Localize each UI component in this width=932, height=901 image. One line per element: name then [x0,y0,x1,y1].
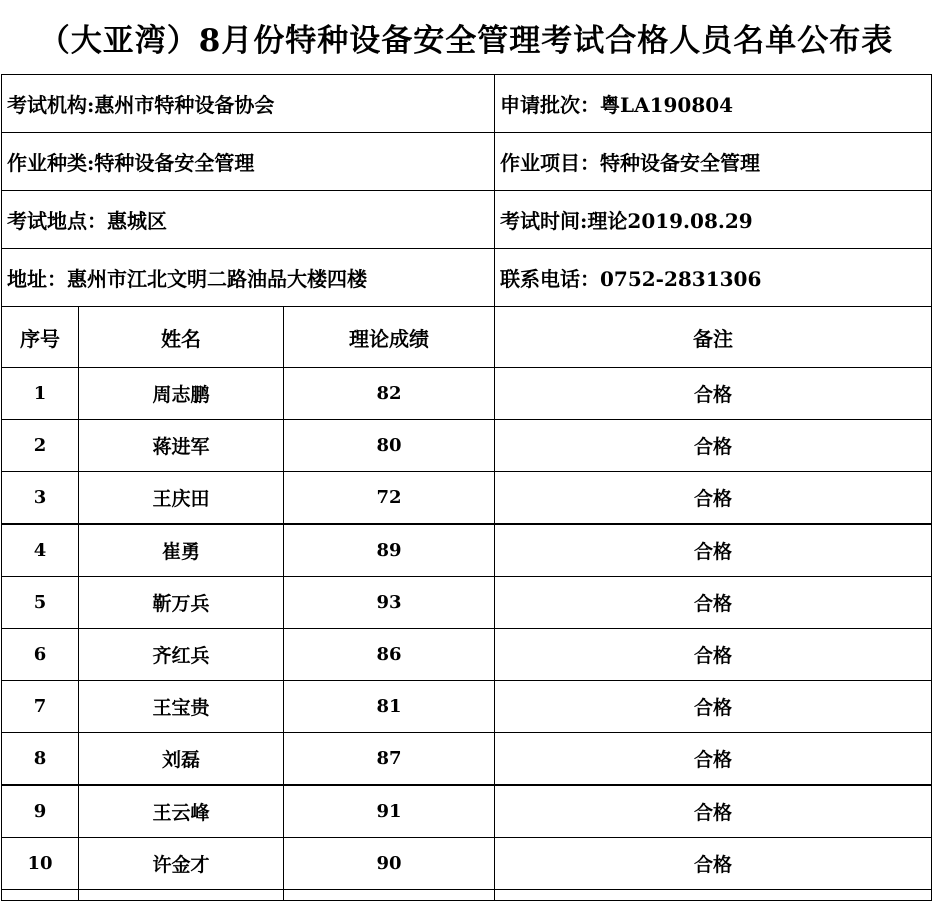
row-score: 93 [284,577,495,629]
table-row [2,472,932,525]
row-seq: 10 [2,838,79,890]
row-name: 许金才 [79,838,284,890]
row-score: 80 [284,420,495,472]
table-row-partial [2,890,932,901]
work-item-cell: 作业项目：特种设备安全管理 [495,133,932,191]
row-seq: 3 [2,472,79,525]
phone-cell: 联系电话：0752-2831306 [495,249,932,307]
row-seq: 4 [2,524,79,577]
row-seq: 2 [2,420,79,472]
personnel-table [1,74,932,901]
row-note: 合格 [495,785,932,838]
table-row [2,524,932,577]
table-row [2,681,932,733]
row-note [495,890,932,901]
page-title: （大亚湾）8月份特种设备安全管理考试合格人员名单公布表 [38,22,894,59]
row-seq: 5 [2,577,79,629]
info-row-address [2,249,932,307]
row-seq [2,890,79,901]
row-name: 王宝贵 [79,681,284,733]
info-row-type [2,133,932,191]
row-name: 蒋进军 [79,420,284,472]
header-note: 备注 [495,307,932,368]
work-type-cell: 作业种类:特种设备安全管理 [2,133,495,191]
info-row-org [2,75,932,133]
table-row [2,629,932,681]
row-seq: 1 [2,368,79,420]
row-score [284,890,495,901]
row-note: 合格 [495,681,932,733]
row-name: 靳万兵 [79,577,284,629]
exam-place-cell: 考试地点：惠城区 [2,191,495,249]
table-row [2,368,932,420]
row-score: 89 [284,524,495,577]
header-name: 姓名 [79,307,284,368]
row-seq: 8 [2,733,79,786]
row-note: 合格 [495,838,932,890]
row-note: 合格 [495,368,932,420]
row-note: 合格 [495,629,932,681]
row-score: 82 [284,368,495,420]
exam-time-cell: 考试时间:理论2019.08.29 [495,191,932,249]
table-row [2,420,932,472]
row-name: 王云峰 [79,785,284,838]
row-name: 齐红兵 [79,629,284,681]
table-row [2,733,932,786]
row-note: 合格 [495,577,932,629]
address-cell: 地址：惠州市江北文明二路油品大楼四楼 [2,249,495,307]
table-row [2,785,932,838]
row-name: 崔勇 [79,524,284,577]
row-note: 合格 [495,524,932,577]
row-score: 90 [284,838,495,890]
table-header-row [2,307,932,368]
info-row-place [2,191,932,249]
table-row [2,838,932,890]
row-score: 72 [284,472,495,525]
row-name [79,890,284,901]
row-note: 合格 [495,472,932,525]
row-note: 合格 [495,733,932,786]
row-score: 91 [284,785,495,838]
row-name: 刘磊 [79,733,284,786]
row-name: 周志鹏 [79,368,284,420]
row-seq: 9 [2,785,79,838]
exam-org-cell: 考试机构:惠州市特种设备协会 [2,75,495,133]
row-seq: 7 [2,681,79,733]
row-seq: 6 [2,629,79,681]
header-score: 理论成绩 [284,307,495,368]
table-row [2,577,932,629]
batch-cell: 申请批次：粤LA190804 [495,75,932,133]
row-score: 86 [284,629,495,681]
row-note: 合格 [495,420,932,472]
row-score: 81 [284,681,495,733]
header-seq: 序号 [2,307,79,368]
row-score: 87 [284,733,495,786]
row-name: 王庆田 [79,472,284,525]
